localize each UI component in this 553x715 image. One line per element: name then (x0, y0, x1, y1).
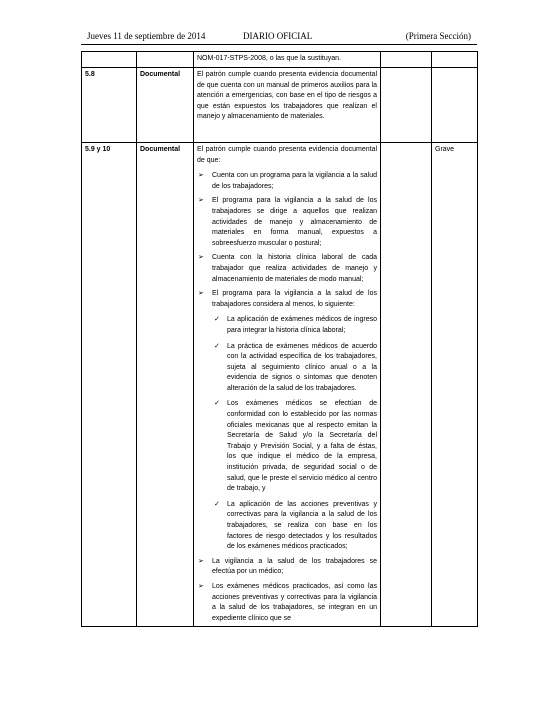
header-rule (81, 44, 477, 45)
criteria-intro: El patrón cumple cuando presenta evidencia documental de que: (197, 146, 377, 164)
arrow-bullet-icon: ➢ (198, 557, 204, 565)
row-empty-cell (381, 143, 432, 627)
check-bullet-icon: ✓ (214, 500, 220, 508)
list-item (197, 196, 377, 249)
sub-list-item-text: La aplicación de exámenes médicos de ingreso para integrar la historia clínica laboral; (227, 316, 377, 334)
arrow-bullet-icon: ➢ (198, 290, 204, 298)
page-header (81, 29, 477, 43)
row-criteria (194, 52, 381, 68)
check-bullet-icon: ✓ (214, 400, 220, 408)
criteria-text: El patrón cumple cuando presenta evidencia documental de que cuenta con un manual de primeros auxilios para la atención a emergencias, con base en el tipo de riesgos a que están expuestos los trabajadores que realizan el manejo y almacenamiento de materiales. (197, 71, 377, 121)
list-item (197, 557, 377, 578)
header-publication: DIARIO OFICIAL (243, 31, 313, 41)
list-item (197, 253, 377, 285)
list-item-text: Cuenta con la historia clínica laboral de cada trabajador que realiza actividades de manejo y almacenamiento de materiales de modo manual; (212, 254, 377, 283)
list-item (197, 582, 377, 624)
row-criteria (194, 143, 381, 627)
list-item (197, 289, 377, 310)
row-empty-cell (381, 52, 432, 68)
row-type (137, 52, 194, 68)
table-row (82, 68, 478, 143)
list-item-text: El programa para la vigilancia a la salud de los trabajadores se dirige a aquellos que realizan actividades de manejo y almacenamiento de materiales en forma manual, expuestos a sobreesfuerzo muscular o postural; (212, 197, 377, 247)
table-row (82, 143, 478, 627)
table-row (82, 52, 478, 68)
arrow-bullet-icon: ➢ (198, 254, 204, 262)
criteria-text: NOM-017-STPS-2008, o las que la sustituyan. (197, 55, 341, 62)
sub-list-item-text: La práctica de exámenes médicos de acuerdo con la actividad específica de los trabajadores, sujeta al seguimiento clínico anual o a la evidencia de signos o síntomas que denoten alteración de la salud de los trabajadores. (227, 342, 377, 392)
sub-list-item (197, 342, 377, 395)
sub-list-item (197, 399, 377, 494)
sub-list-item (197, 500, 377, 553)
arrow-bullet-icon: ➢ (198, 172, 204, 180)
row-id: 5.9 y 10 (82, 143, 137, 627)
list-item (197, 171, 377, 192)
row-type: Documental (137, 143, 194, 627)
row-severity (432, 52, 478, 68)
check-bullet-icon: ✓ (214, 316, 220, 324)
row-empty-cell (381, 68, 432, 143)
row-criteria (194, 68, 381, 143)
row-severity (432, 68, 478, 143)
list-item-text: Los exámenes médicos practicados, así como las acciones preventivas y correctivas para la vigilancia a la salud de los trabajadores, se integran en un expediente clínico que se (212, 582, 377, 622)
row-severity: Grave (432, 143, 478, 627)
header-section: (Primera Sección) (405, 31, 471, 41)
list-item-text: El programa para la vigilancia a la salud de los trabajadores considera al menos, lo siguiente: (212, 290, 377, 308)
list-item-text: Cuenta con un programa para la vigilancia a la salud de los trabajadores; (212, 172, 377, 190)
regulation-table (81, 51, 478, 627)
sub-list-item-text: La aplicación de las acciones preventivas y correctivas para la vigilancia a la salud de los trabajadores, se realiza con base en los factores de riesgo detectados y los resultados de los exámenes médicos practicados; (227, 500, 377, 551)
row-id: 5.8 (82, 68, 137, 143)
row-type: Documental (137, 68, 194, 143)
header-date: Jueves 11 de septiembre de 2014 (87, 31, 206, 41)
sub-list-item (197, 315, 377, 336)
check-bullet-icon: ✓ (214, 342, 220, 350)
arrow-bullet-icon: ➢ (198, 197, 204, 205)
row-id (82, 52, 137, 68)
sub-list-item-text: Los exámenes médicos se efectúan de conformidad con lo establecido por las normas oficiales mexicanas que al respecto emitan la Secretaría de Salud y/o la Secretaría del Trabajo y Previsión Social, y a falta de éstas, los que indique el médico de la empresa, institución privada, de seguridad social o de salud, que le preste el servicio médico al centro de trabajo, y (227, 400, 377, 493)
list-item-text: La vigilancia a la salud de los trabajadores se efectúa por un médico; (212, 557, 377, 576)
arrow-bullet-icon: ➢ (198, 582, 204, 590)
